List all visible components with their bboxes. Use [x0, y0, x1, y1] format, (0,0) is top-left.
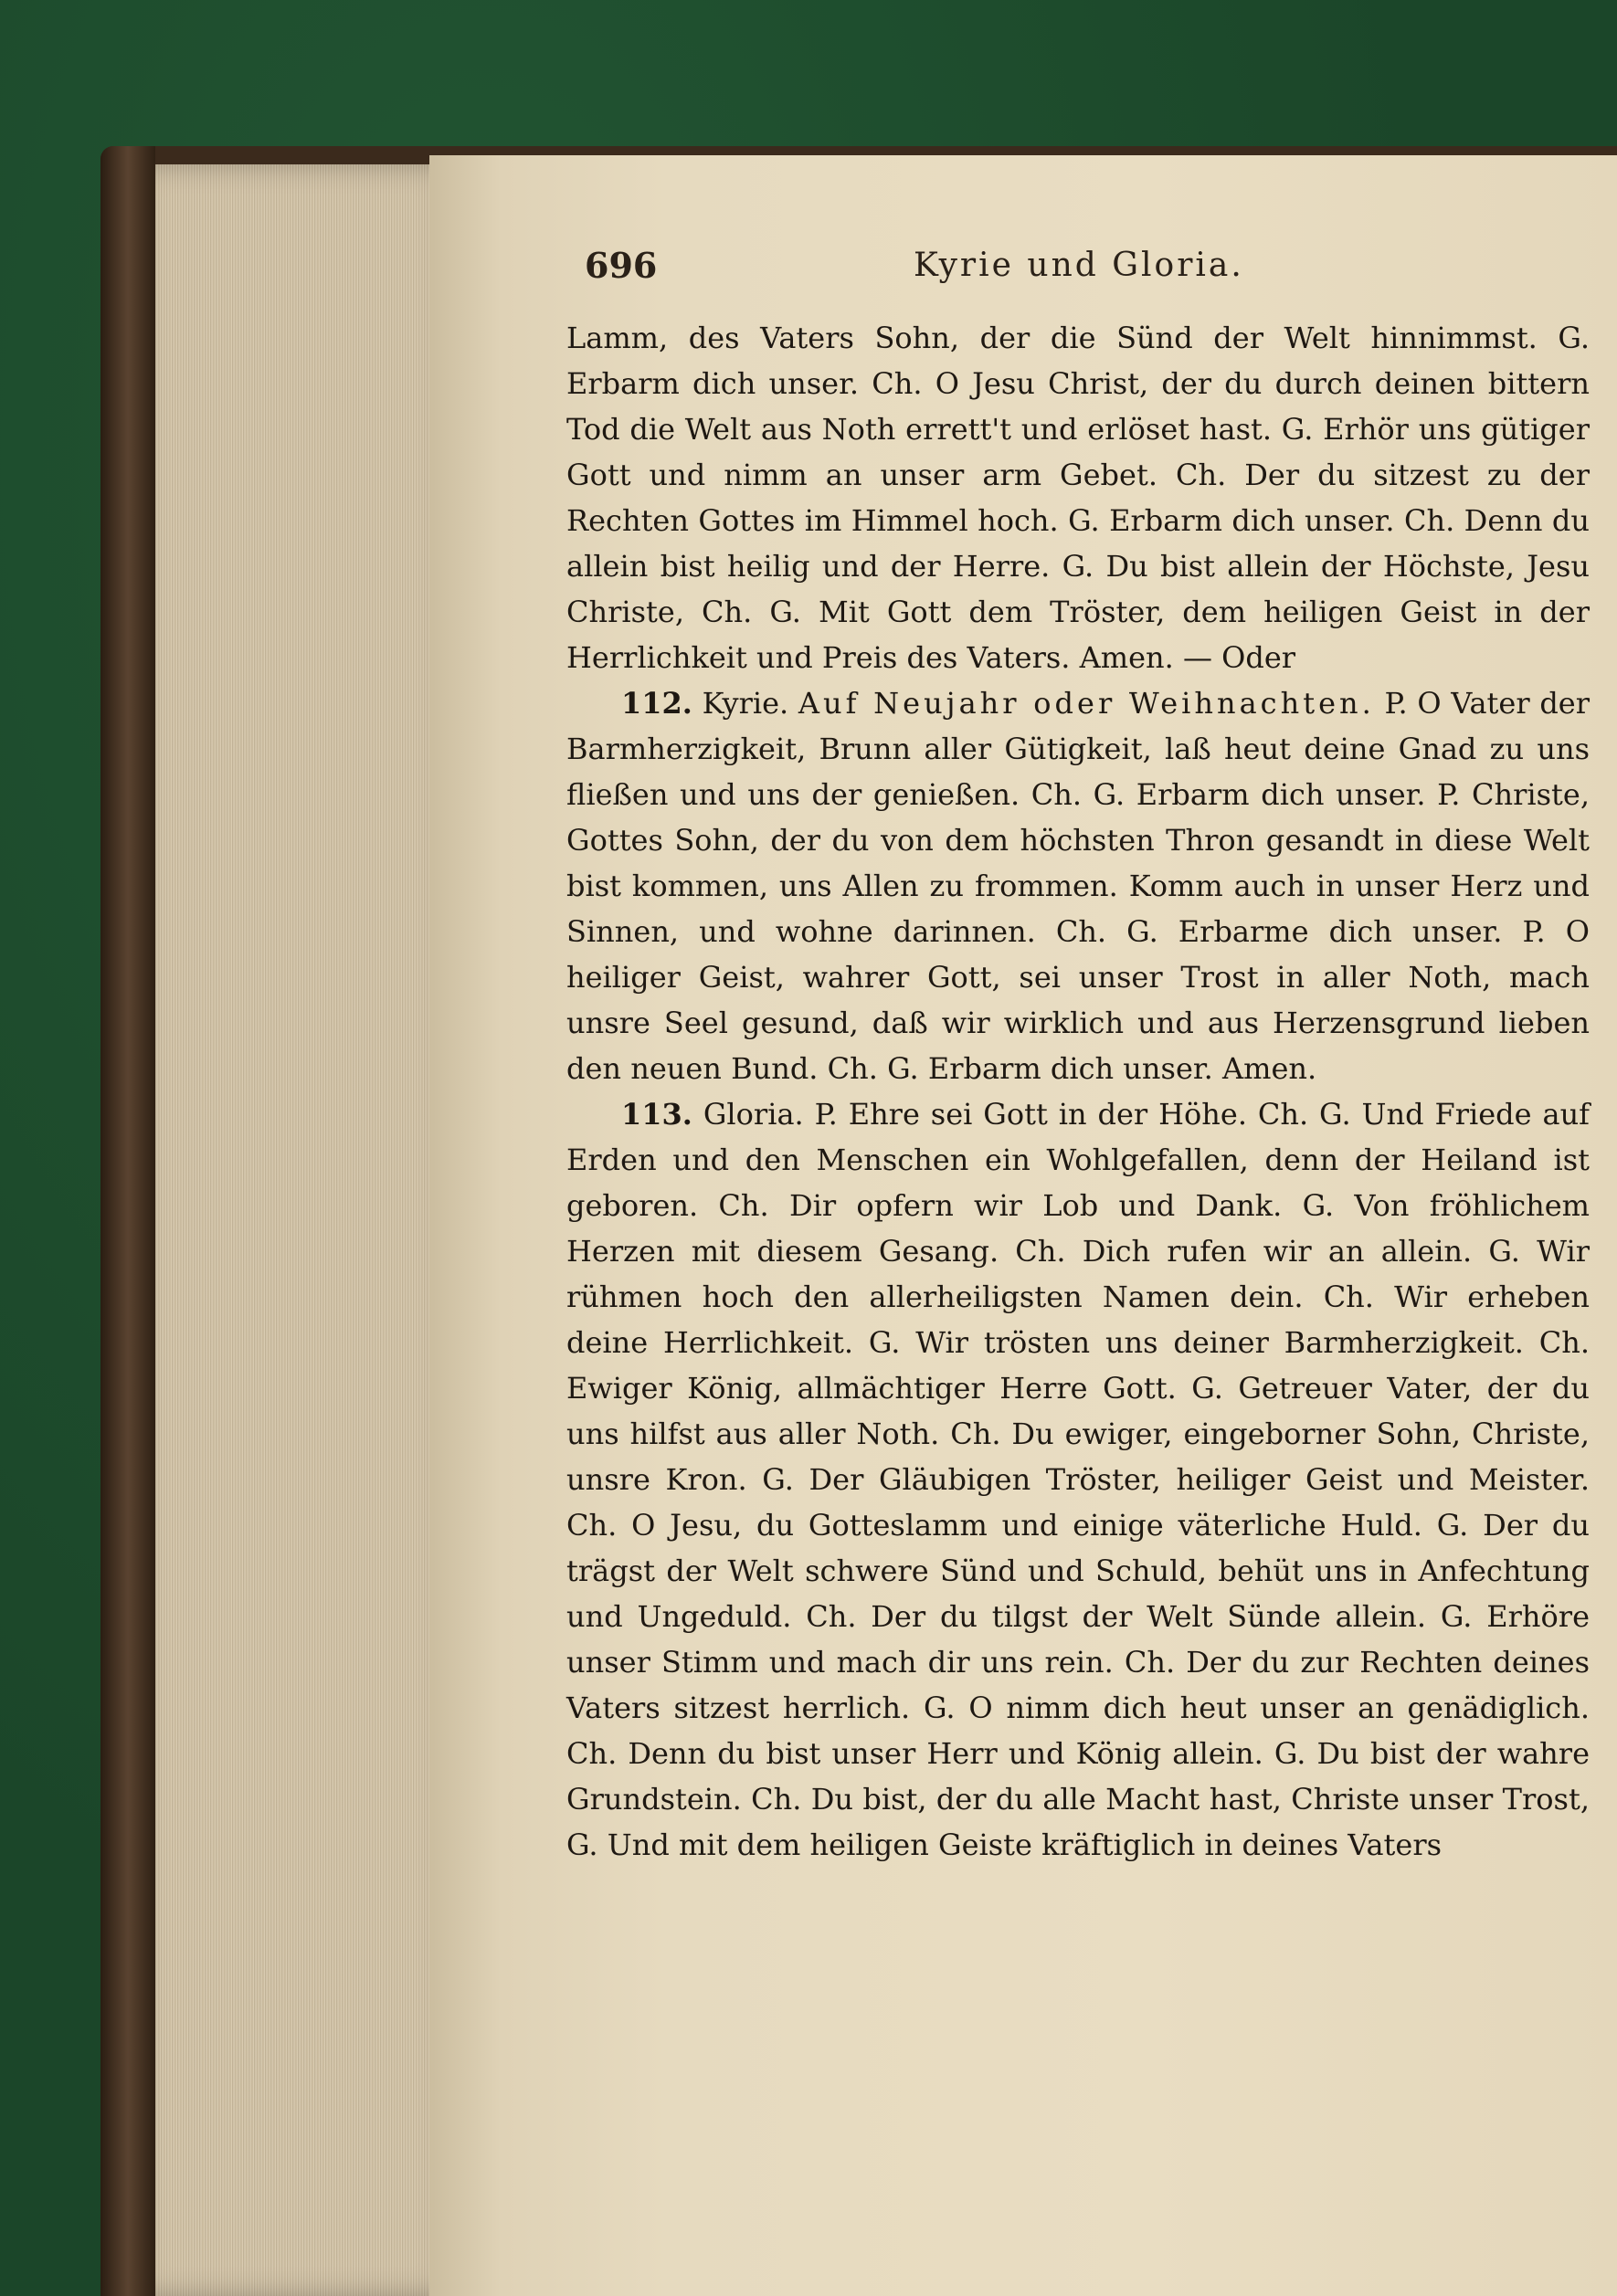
paragraph-continuation [566, 315, 1590, 680]
paragraph-112 [566, 680, 1590, 1091]
running-head: Kyrie und Gloria. [914, 247, 1244, 284]
hymn-heading: Auf Neujahr oder Weihnachten. [798, 686, 1375, 721]
paragraph-text: Lamm, des Vaters Sohn, der die Sünd der Welt hinnimmst. G. Erbarm dich unser. Ch. O Jesu Christ, der du durch deinen bittern Tod die Welt aus Noth errett't und erlöset hast. G. Erhör uns gütiger Gott und nimm an unser arm Gebet. Ch. Der du sitzest zu der Rechten Gottes im Himmel hoch. G. Erbarm dich unser. Ch. Denn du allein bist heilig und der Herre. G. Du bist allein der Höchste, Jesu Christe, Ch. G. Mit Gott dem Tröster, dem heiligen Geist in der Herrlichkeit und Preis des Vaters. Amen. — Oder [566, 321, 1590, 675]
page-edges [155, 164, 466, 2296]
page-body [566, 315, 1590, 1868]
hymn-label: Kyrie. [702, 686, 789, 721]
paragraph-text: P. Ehre sei Gott in der Höhe. Ch. G. Und Friede auf Erden und den Menschen ein Wohlgefallen, denn der Heiland ist geboren. Ch. Dir opfern wir Lob und Dank. G. Von fröhlichem Herzen mit diesem Gesang. Ch. Dich rufen wir an allein. G. Wir rühmen hoch den allerheiligsten Namen dein. Ch. Wir erheben deine Herrlichkeit. G. Wir trösten uns deiner Barmherzigkeit. Ch. Ewiger König, allmächtiger Herre Gott. G. Getreuer Vater, der du uns hilfst aus aller Noth. Ch. Du ewiger, eingeborner Sohn, Christe, unsre Kron. G. Der Gläubigen Tröster, heiliger Geist und Meister. Ch. O Jesu, du Gotteslamm und einige väterliche Huld. G. Der du trägst der Welt schwere Sünd und Schuld, behüt uns in Anfechtung und Ungeduld. Ch. Der du tilgst der Welt Sünde allein. G. Erhöre unser Stimm und mach dir uns rein. Ch. Der du zur Rechten deines Vaters sitzest herrlich. G. O nimm dich heut unser an genädiglich. Ch. Denn du bist unser Herr und König allein. G. Du bist der wahre Grundstein. Ch. Du bist, der du alle Macht hast, Christe unser Trost, G. Und mit dem heiligen Geiste kräftiglich in deines Vaters [566, 1097, 1591, 1862]
page-number: 696 [585, 245, 658, 286]
paragraph-113 [566, 1091, 1590, 1868]
paragraph-text: P. O Vater der Barmherzigkeit, Brunn aller Gütigkeit, laß heut deine Gnad zu uns fließen und uns der genießen. Ch. G. Erbarm dich unser. P. Christe, Gottes Sohn, der du von dem höchsten Thron gesandt in diese Welt bist kommen, uns Allen zu frommen. Komm auch in unser Herz und Sinnen, und wohne darinnen. Ch. G. Erbarme dich unser. P. O heiliger Geist, wahrer Gott, sei unser Trost in aller Noth, mach unsre Seel gesund, daß wir wirklich und aus Herzensgrund lieben den neuen Bund. Ch. G. Erbarm dich unser. Amen. [566, 686, 1591, 1086]
hymn-number: 112. [621, 686, 692, 721]
page-header [585, 245, 1599, 300]
hymn-number: 113. [621, 1097, 692, 1132]
hymn-label: Gloria. [703, 1097, 804, 1132]
book-cover-edge [100, 146, 155, 2296]
